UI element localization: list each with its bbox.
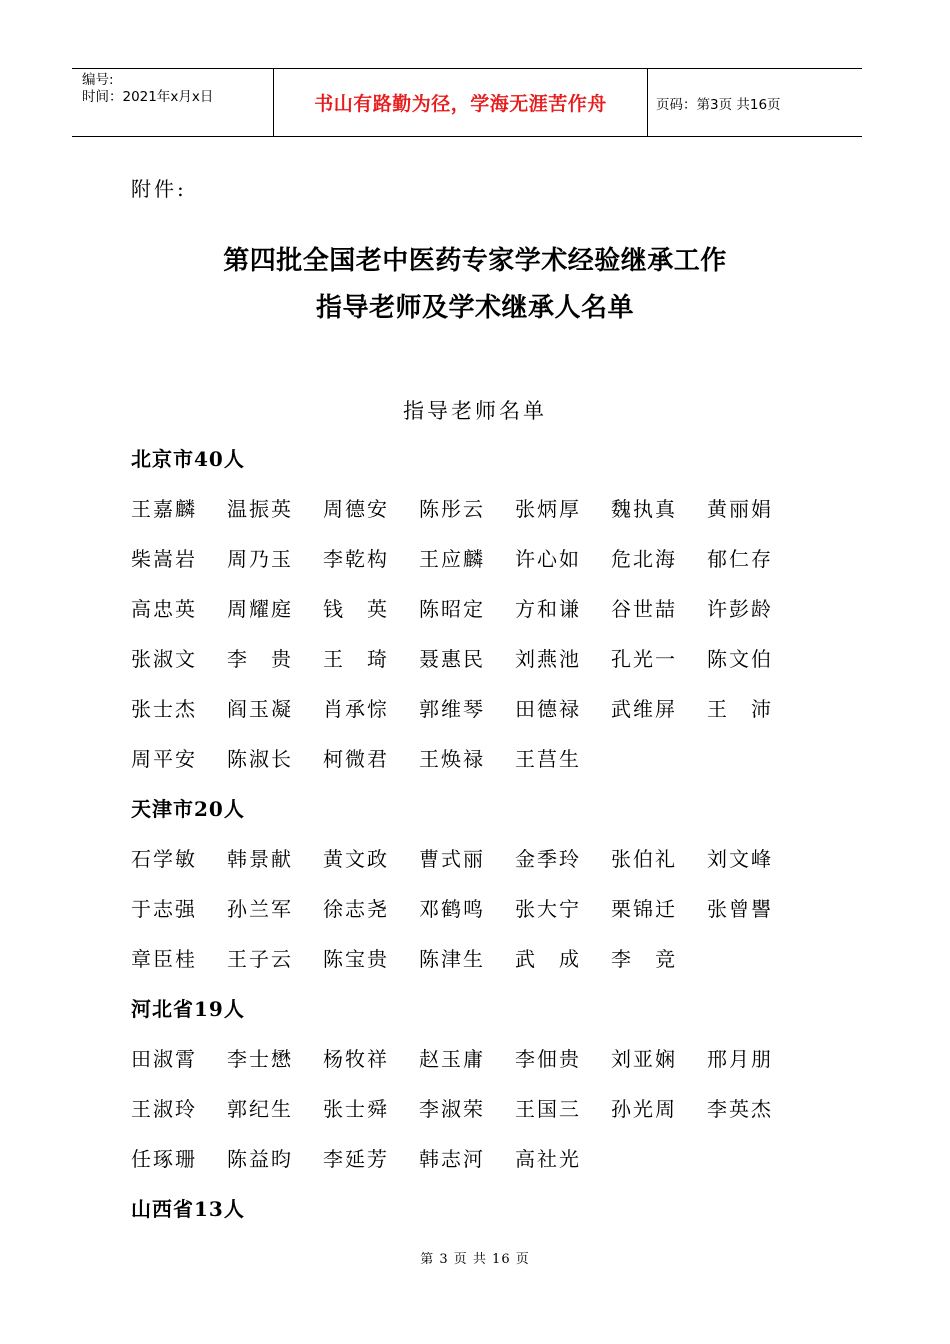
- province-heading: 山西省13人: [131, 1197, 245, 1221]
- person-name: 栗锦迁: [611, 897, 677, 921]
- person-name: 孔光一: [611, 647, 677, 671]
- person-name: 张士杰: [131, 697, 197, 721]
- person-name: 武 成: [515, 947, 581, 971]
- name-row: [131, 544, 851, 594]
- province-heading: 河北省19人: [131, 997, 245, 1021]
- person-name: 李英杰: [707, 1097, 773, 1121]
- person-name: 孙光周: [611, 1097, 677, 1121]
- name-row: [131, 494, 851, 544]
- person-name: 曹式丽: [419, 847, 485, 871]
- person-name: 陈淑长: [227, 747, 293, 771]
- person-name: 邢月朋: [707, 1047, 773, 1071]
- person-name: 邓鹤鸣: [419, 897, 485, 921]
- person-name: 王应麟: [419, 547, 485, 571]
- person-name: 王嘉麟: [131, 497, 197, 521]
- person-name: 谷世喆: [611, 597, 677, 621]
- person-name: 田淑霄: [131, 1047, 197, 1071]
- name-row: [131, 894, 851, 944]
- person-name: 李 竞: [611, 947, 677, 971]
- name-row: [131, 1144, 851, 1194]
- person-name: 李淑荣: [419, 1097, 485, 1121]
- person-name: 韩景献: [227, 847, 293, 871]
- person-name: 阎玉凝: [227, 697, 293, 721]
- person-name: 张大宁: [515, 897, 581, 921]
- person-name: 危北海: [611, 547, 677, 571]
- person-name: 张士舜: [323, 1097, 389, 1121]
- person-name: 田德禄: [515, 697, 581, 721]
- person-name: 刘亚娴: [611, 1047, 677, 1071]
- person-name: 刘燕池: [515, 647, 581, 671]
- person-name: 王焕禄: [419, 747, 485, 771]
- person-name: 魏执真: [611, 497, 677, 521]
- person-name: 张曾譻: [707, 897, 773, 921]
- person-name: 杨牧祥: [323, 1047, 389, 1071]
- person-name: 陈彤云: [419, 497, 485, 521]
- person-name: 任琢珊: [131, 1147, 197, 1171]
- person-name: 陈宝贵: [323, 947, 389, 971]
- person-name: 温振英: [227, 497, 293, 521]
- person-name: 郭纪生: [227, 1097, 293, 1121]
- person-name: 石学敏: [131, 847, 197, 871]
- person-name: 钱 英: [323, 597, 389, 621]
- person-name: 章臣桂: [131, 947, 197, 971]
- page-footer: 第 3 页 共 16 页: [420, 1252, 530, 1267]
- person-name: 王子云: [227, 947, 293, 971]
- person-name: 张伯礼: [611, 847, 677, 871]
- name-list: [131, 444, 851, 1244]
- person-name: 郭维琴: [419, 697, 485, 721]
- attachment-label: 附件:: [131, 177, 187, 201]
- province-heading: 北京市40人: [131, 447, 245, 471]
- person-name: 聂惠民: [419, 647, 485, 671]
- person-name: 高社光: [515, 1147, 581, 1171]
- person-name: 金季玲: [515, 847, 581, 871]
- person-name: 李士懋: [227, 1047, 293, 1071]
- person-name: 肖承悰: [323, 697, 389, 721]
- person-name: 郁仁存: [707, 547, 773, 571]
- name-row: [131, 744, 851, 794]
- person-name: 许彭龄: [707, 597, 773, 621]
- page-header: [72, 68, 862, 137]
- person-name: 柴嵩岩: [131, 547, 197, 571]
- person-name: 于志强: [131, 897, 197, 921]
- person-name: 周耀庭: [227, 597, 293, 621]
- person-name: 王 沛: [707, 697, 773, 721]
- person-name: 周德安: [323, 497, 389, 521]
- name-row: [131, 944, 851, 994]
- name-row: [131, 694, 851, 744]
- person-name: 高忠英: [131, 597, 197, 621]
- person-name: 李佃贵: [515, 1047, 581, 1071]
- person-name: 李乾构: [323, 547, 389, 571]
- person-name: 许心如: [515, 547, 581, 571]
- time-label: 时间：2021年x月x日: [82, 89, 214, 105]
- person-name: 周平安: [131, 747, 197, 771]
- person-name: 王莒生: [515, 747, 581, 771]
- document-title-line1: 第四批全国老中医药专家学术经验继承工作: [223, 246, 727, 276]
- person-name: 周乃玉: [227, 547, 293, 571]
- person-name: 张炳厚: [515, 497, 581, 521]
- person-name: 韩志河: [419, 1147, 485, 1171]
- person-name: 陈昭定: [419, 597, 485, 621]
- province-heading: 天津市20人: [131, 797, 245, 821]
- person-name: 李 贵: [227, 647, 293, 671]
- person-name: 黄文政: [323, 847, 389, 871]
- header-motto: 书山有路勤为径，学海无涯苦作舟: [274, 69, 648, 136]
- document-title-line2: 指导老师及学术继承人名单: [315, 293, 634, 323]
- person-name: 刘文峰: [707, 847, 773, 871]
- header-meta: [72, 69, 274, 136]
- person-name: 陈文伯: [707, 647, 773, 671]
- person-name: 黄丽娟: [707, 497, 773, 521]
- number-label: 编号:: [82, 72, 114, 88]
- person-name: 王国三: [515, 1097, 581, 1121]
- person-name: 徐志尧: [323, 897, 389, 921]
- section-subtitle: 指导老师名单: [403, 399, 547, 423]
- name-row: [131, 594, 851, 644]
- name-row: [131, 844, 851, 894]
- name-row: [131, 1094, 851, 1144]
- person-name: 孙兰军: [227, 897, 293, 921]
- person-name: 方和谦: [515, 597, 581, 621]
- person-name: 张淑文: [131, 647, 197, 671]
- name-row: [131, 1044, 851, 1094]
- person-name: 李延芳: [323, 1147, 389, 1171]
- person-name: 王淑玲: [131, 1097, 197, 1121]
- header-page-info: 页码：第3页 共16页: [656, 96, 781, 113]
- person-name: 武维屏: [611, 697, 677, 721]
- person-name: 陈益昀: [227, 1147, 293, 1171]
- person-name: 王 琦: [323, 647, 389, 671]
- person-name: 陈津生: [419, 947, 485, 971]
- person-name: 赵玉庸: [419, 1047, 485, 1071]
- name-row: [131, 644, 851, 694]
- person-name: 柯微君: [323, 747, 389, 771]
